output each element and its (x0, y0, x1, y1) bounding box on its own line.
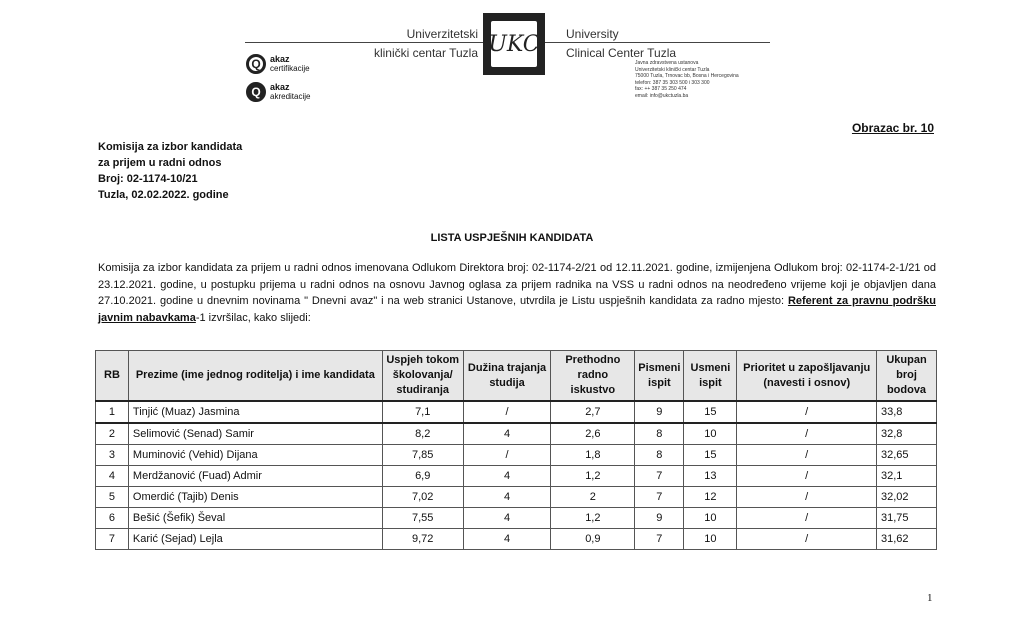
cell-name: Karić (Sejad) Lejla (128, 529, 382, 550)
address-line: 75000 Tuzla, Trnovac bb, Bosna i Hercegovina (635, 73, 739, 79)
cell-rb: 4 (96, 466, 129, 487)
cell-ukupno: 32,02 (877, 487, 937, 508)
intro-paragraph (98, 260, 936, 326)
cell-iskustvo: 2,7 (551, 401, 635, 423)
akaz-q-icon: Q (246, 82, 266, 102)
column-header-name: Prezime (ime jednog roditelja) i ime kandidata (128, 351, 382, 402)
cell-ukupno: 33,8 (877, 401, 937, 423)
table-row (96, 401, 937, 423)
table-row (96, 466, 937, 487)
column-header-ukupno: Ukupan broj bodova (877, 351, 937, 402)
cell-pismeni: 7 (635, 466, 684, 487)
candidates-table (95, 350, 937, 550)
cell-iskustvo: 0,9 (551, 529, 635, 550)
cell-iskustvo: 1,8 (551, 445, 635, 466)
table-row (96, 487, 937, 508)
cell-pismeni: 8 (635, 423, 684, 445)
cell-prioritet: / (737, 445, 877, 466)
committee-line1: Komisija za izbor kandidata (98, 141, 243, 153)
cell-prioritet: / (737, 423, 877, 445)
cell-name: Bešić (Šefik) Ševal (128, 508, 382, 529)
column-header-prioritet: Prioritet u zapošljavanju (navesti i osnov) (737, 351, 877, 402)
cell-usmeni: 12 (684, 487, 737, 508)
akaz-accreditation-badge (246, 82, 310, 102)
cell-pismeni: 7 (635, 487, 684, 508)
cell-uspjeh: 7,85 (382, 445, 463, 466)
cell-duzina: / (463, 401, 551, 423)
cell-duzina: / (463, 445, 551, 466)
cell-prioritet: / (737, 466, 877, 487)
table-row (96, 508, 937, 529)
cell-uspjeh: 7,55 (382, 508, 463, 529)
cell-uspjeh: 7,02 (382, 487, 463, 508)
cell-iskustvo: 1,2 (551, 508, 635, 529)
cell-prioritet: / (737, 487, 877, 508)
column-header-uspjeh: Uspjeh tokom školovanja/ studiranja (382, 351, 463, 402)
committee-block (98, 139, 242, 203)
cert-label: certifikacije (270, 64, 310, 73)
cell-name: Merdžanović (Fuad) Admir (128, 466, 382, 487)
cell-prioritet: / (737, 401, 877, 423)
cert-brand: akaz (270, 82, 290, 92)
cell-ukupno: 32,65 (877, 445, 937, 466)
cell-rb: 7 (96, 529, 129, 550)
form-number: Obrazac br. 10 (851, 121, 934, 135)
cell-usmeni: 10 (684, 529, 737, 550)
table-header-row (96, 351, 937, 402)
institution-name-ba-line2: klinički centar Tuzla (373, 46, 478, 60)
ukc-logo (483, 13, 545, 75)
committee-number: Broj: 02-1174-10/21 (98, 173, 198, 185)
cell-usmeni: 10 (684, 423, 737, 445)
column-header-pismeni: Pismeni ispit (635, 351, 684, 402)
institution-name-ba-line1: Univerzitetski (406, 27, 478, 41)
cell-ukupno: 32,8 (877, 423, 937, 445)
cell-ukupno: 32,1 (877, 466, 937, 487)
cell-duzina: 4 (463, 487, 551, 508)
address-line: email: info@ukctuzla.ba (635, 92, 689, 99)
committee-place-date: Tuzla, 02.02.2022. godine (98, 189, 229, 201)
table-row (96, 445, 937, 466)
cert-label: akreditacije (270, 92, 311, 101)
column-header-rb: RB (96, 351, 129, 402)
cell-duzina: 4 (463, 466, 551, 487)
cell-uspjeh: 9,72 (382, 529, 463, 550)
cell-duzina: 4 (463, 529, 551, 550)
paragraph-tail: -1 izvršilac, kako slijedi: (195, 311, 311, 324)
job-position: Referent za pravnu podršku javnim nabavkama (98, 295, 936, 324)
paragraph-text: Komisija za izbor kandidata za prijem u radni odnos imenovana Odlukom Direktora broj: 02-1174-2/21 od 12.11.2021. godine, izmijenjena Odlukom broj: 02-1174-2-1/21 od 23.12.2021. godine, u postupku prijema u radni odnos na osnovu Javnog oglasa za prijem radnika na VSS u radni odnos na neodređeno vrijeme koji je objavljen dana 27.10.2021. godine u dnevnim novinama " Dnevni avaz" i na web stranici Ustanove, utvrdila je Listu uspješnih kandidata za radno mjesto: (98, 262, 936, 307)
cell-usmeni: 13 (684, 466, 737, 487)
address-line: telefon: 387 35 303 500 i 303 300 (635, 79, 710, 86)
cell-rb: 6 (96, 508, 129, 529)
address-line: fax: ++ 387 35 250 474 (635, 86, 687, 92)
cell-pismeni: 8 (635, 445, 684, 466)
document-title: LISTA USPJEŠNIH KANDIDATA (430, 232, 594, 244)
cell-name: Selimović (Senad) Samir (128, 423, 382, 445)
cell-rb: 2 (96, 423, 129, 445)
table-row (96, 529, 937, 550)
cell-name: Muminović (Vehid) Dijana (128, 445, 382, 466)
cert-brand: akaz (270, 54, 290, 64)
cell-rb: 3 (96, 445, 129, 466)
cell-iskustvo: 1,2 (551, 466, 635, 487)
cell-prioritet: / (737, 508, 877, 529)
address-line: Javna zdravstvena ustanova (635, 60, 699, 66)
cell-duzina: 4 (463, 423, 551, 445)
akaz-q-icon: Q (246, 54, 266, 74)
cell-pismeni: 7 (635, 529, 684, 550)
institution-name-en-line2: Clinical Center Tuzla (566, 46, 677, 60)
cell-uspjeh: 7,1 (382, 401, 463, 423)
cell-ukupno: 31,75 (877, 508, 937, 529)
cell-uspjeh: 8,2 (382, 423, 463, 445)
committee-line2: za prijem u radni odnos (98, 157, 222, 169)
address-line: Univerzitetski klinički centar Tuzla (635, 66, 710, 73)
page-number: 1 (927, 592, 933, 604)
column-header-usmeni: Usmeni ispit (684, 351, 737, 402)
cell-pismeni: 9 (635, 508, 684, 529)
cell-usmeni: 15 (684, 445, 737, 466)
table-row (96, 423, 937, 445)
cell-pismeni: 9 (635, 401, 684, 423)
cell-rb: 5 (96, 487, 129, 508)
cell-duzina: 4 (463, 508, 551, 529)
cell-name: Omerdić (Tajib) Denis (128, 487, 382, 508)
cell-usmeni: 15 (684, 401, 737, 423)
cell-usmeni: 10 (684, 508, 737, 529)
cell-name: Tinjić (Muaz) Jasmina (128, 401, 382, 423)
institution-address (635, 60, 815, 99)
column-header-duzina: Dužina trajanja studija (463, 351, 551, 402)
akaz-certification-badge (246, 54, 310, 74)
cell-uspjeh: 6,9 (382, 466, 463, 487)
institution-name-en-line1: University (566, 27, 619, 41)
cell-rb: 1 (96, 401, 129, 423)
cell-iskustvo: 2 (551, 487, 635, 508)
column-header-iskustvo: Prethodno radno iskustvo (551, 351, 635, 402)
cell-prioritet: / (737, 529, 877, 550)
ukc-logo-text: UKC (491, 21, 537, 67)
cell-ukupno: 31,62 (877, 529, 937, 550)
cell-iskustvo: 2,6 (551, 423, 635, 445)
